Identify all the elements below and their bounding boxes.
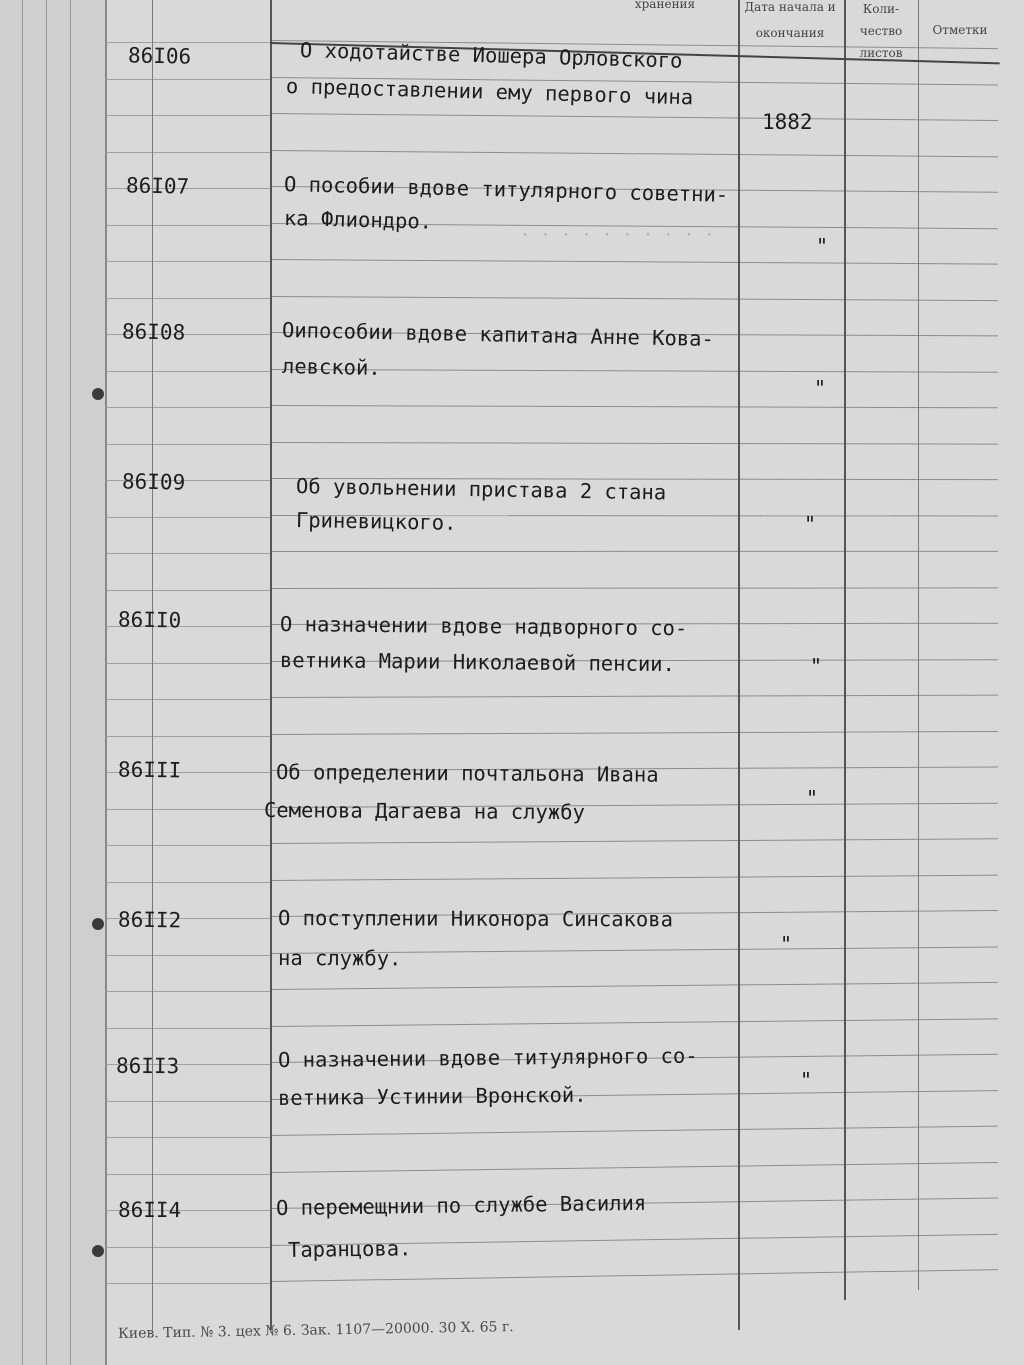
ruled-line <box>270 442 998 445</box>
entry-title-line: ветника Марии Николаевой пенсии. <box>279 648 676 677</box>
entry-title-line: о предоставлении ему первого чина <box>285 74 694 110</box>
entry-title-line: Об определении почтальона Ивана <box>275 760 659 787</box>
header-notes: Отметки <box>932 23 988 37</box>
ruled-line-margin <box>106 298 270 299</box>
column-divider <box>918 0 919 1290</box>
ruled-line-margin <box>106 407 270 408</box>
ruled-line-margin <box>106 882 270 883</box>
entry-title-line: Семенова Дагаева на службу <box>263 798 585 825</box>
entry-title-line: на службу. <box>277 946 402 971</box>
ruled-line <box>270 1126 998 1136</box>
column-divider <box>270 0 272 1330</box>
entry-title-line: левской. <box>281 354 381 381</box>
ruled-line-margin <box>106 371 270 372</box>
entry-title-line: О поступлении Никонора Синсакова <box>277 906 673 932</box>
entry-number: 86I06 <box>127 43 192 69</box>
header-sheet-count: Коли-чество листов <box>859 2 903 60</box>
printer-imprint: Киев. Тип. № 3. цех № 6. Зак. 1107—20000. 30 X. 65 г. <box>117 1319 514 1342</box>
ruled-line-margin <box>106 699 270 700</box>
ruled-line-margin <box>106 736 270 737</box>
entry-number: 86II3 <box>115 1053 180 1079</box>
ruled-line <box>270 695 998 698</box>
entry-number: 86II4 <box>117 1197 182 1223</box>
ruled-line-margin <box>106 1247 270 1248</box>
ruled-line <box>270 259 998 265</box>
ditto-mark: " <box>806 786 819 810</box>
entry-year: 1882 <box>762 110 813 134</box>
entry-number: 86I07 <box>125 173 190 199</box>
ruled-line-margin <box>106 225 270 226</box>
ditto-mark: " <box>814 376 827 400</box>
column-divider <box>844 0 846 1300</box>
ruled-line <box>270 1162 998 1173</box>
ruled-line <box>270 731 998 735</box>
ruled-line-margin <box>106 1137 270 1138</box>
entry-number: 86II0 <box>117 607 182 633</box>
entry-number: 86II2 <box>117 907 182 933</box>
ruled-line-margin <box>106 1028 270 1029</box>
ruled-line <box>270 1269 998 1282</box>
entry-title-line: О ходотайстве Иошера Орловского <box>299 38 683 73</box>
entry-title-line: О пособии вдове титулярного советни- <box>283 172 729 207</box>
entry-title-line: О перемещнии по службе Василия <box>275 1190 647 1220</box>
entry-number: 86I09 <box>121 469 186 495</box>
ruled-line <box>270 405 998 408</box>
ruled-line-margin <box>106 955 270 956</box>
ruled-line-margin <box>106 79 270 80</box>
page-binding <box>0 0 107 1365</box>
ditto-mark: " <box>780 932 793 956</box>
column-divider <box>152 0 153 1330</box>
ruled-line-margin <box>106 444 270 445</box>
ruled-line <box>270 838 998 844</box>
ditto-mark: " <box>804 512 817 536</box>
ruled-line <box>270 875 998 881</box>
ruled-line-margin <box>106 517 270 518</box>
ditto-mark: " <box>810 654 823 678</box>
entry-title-line: Об увольнении пристава 2 стана <box>295 474 667 505</box>
ruled-line <box>270 551 998 552</box>
ruled-line-margin <box>106 152 270 153</box>
ruled-line-margin <box>106 991 270 992</box>
bleed-through-text: . . . . . . . . . . <box>520 228 715 248</box>
ruled-line-margin <box>106 115 270 116</box>
ruled-line-margin <box>106 845 270 846</box>
ruled-line-margin <box>106 1283 270 1284</box>
ruled-line <box>270 296 998 301</box>
entry-title-line: ка Флиондро. <box>283 206 433 234</box>
entry-title-line: Таранцова. <box>287 1236 412 1262</box>
ruled-line <box>270 982 998 990</box>
entry-number: 86III <box>117 757 182 783</box>
ruled-line <box>270 113 998 121</box>
header-dates: Дата начала и окончания <box>744 0 836 40</box>
ruled-line-margin <box>106 809 270 810</box>
entry-title-line: О назначении вдове титулярного со- <box>277 1043 698 1072</box>
entry-title-line: О назначении вдове надворного со- <box>279 612 688 641</box>
entry-number: 86I08 <box>121 319 186 345</box>
ruled-line-margin <box>106 590 270 591</box>
ruled-line-margin <box>106 1174 270 1175</box>
ruled-line <box>270 1018 998 1027</box>
ruled-line <box>270 587 998 589</box>
ruled-line <box>270 150 998 157</box>
ruled-line-margin <box>106 553 270 554</box>
binding-hole <box>92 1245 104 1257</box>
ruled-line-margin <box>106 663 270 664</box>
entry-title-line: Оипособии вдове капитана Анне Кова- <box>281 318 715 352</box>
header-storage: хранения <box>634 0 696 11</box>
binding-hole <box>92 388 104 400</box>
binding-hole <box>92 918 104 930</box>
entry-title-line: Гриневицкого. <box>295 508 457 535</box>
ditto-mark: " <box>800 1068 813 1092</box>
column-divider <box>738 0 740 1330</box>
ruled-line-margin <box>106 261 270 262</box>
ruled-line-margin <box>106 1101 270 1102</box>
ditto-mark: " <box>816 234 829 258</box>
entry-title-line: ветника Устинии Вронской. <box>277 1082 587 1110</box>
